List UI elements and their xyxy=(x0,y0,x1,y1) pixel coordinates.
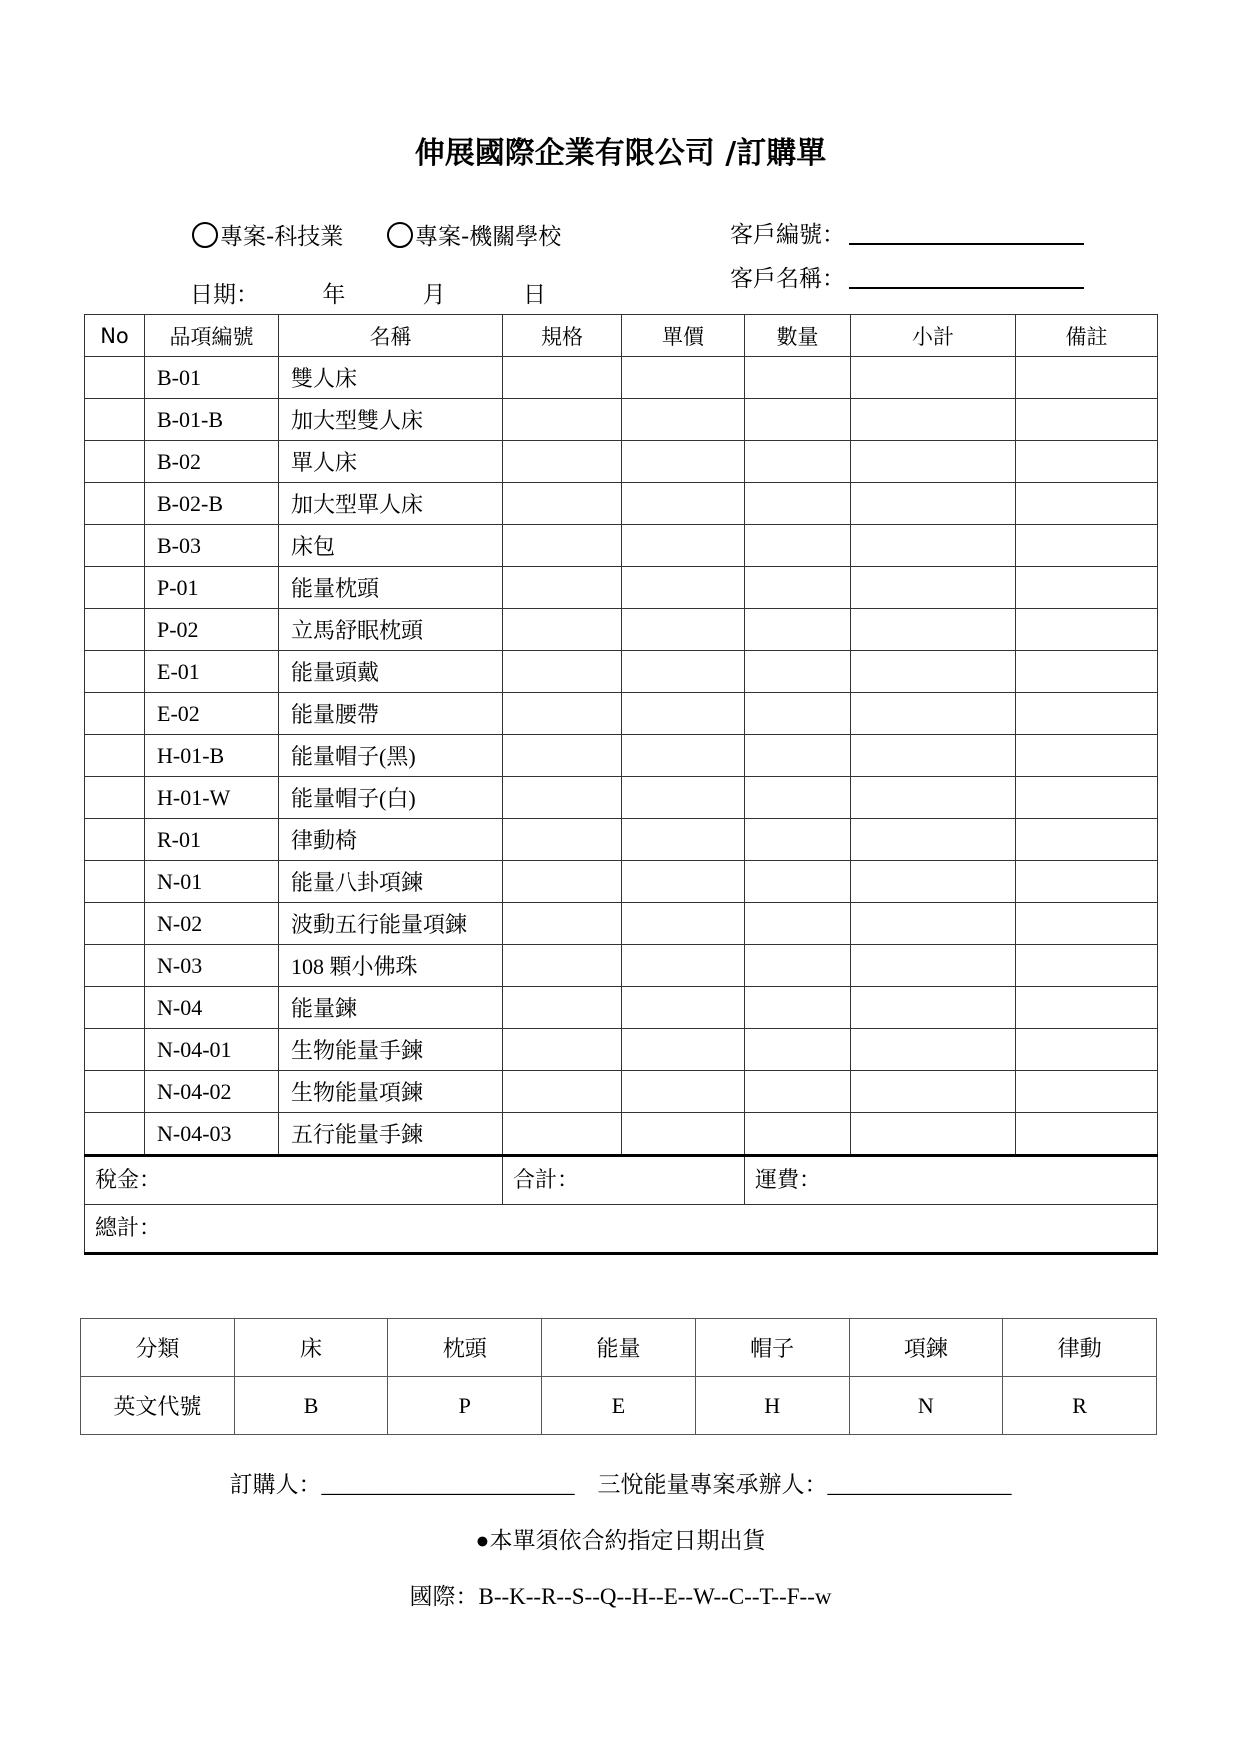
row-spec-cell[interactable] xyxy=(503,1071,622,1113)
code-cell: B xyxy=(234,1377,388,1435)
row-item-name: 能量枕頭 xyxy=(279,567,503,609)
customer-id-label: 客戶編號： xyxy=(730,222,845,248)
row-unit-price-cell[interactable] xyxy=(622,357,745,399)
order-row xyxy=(85,819,1158,861)
order-row xyxy=(85,441,1158,483)
option-label: 專案-機關學校 xyxy=(415,224,562,250)
row-subtotal-cell[interactable] xyxy=(851,1029,1016,1071)
row-no-cell[interactable] xyxy=(85,609,145,651)
row-item-code: B-01-B xyxy=(145,399,279,441)
radio-circle-icon[interactable] xyxy=(192,222,218,248)
row-no-cell[interactable] xyxy=(85,651,145,693)
row-remarks-cell[interactable] xyxy=(1016,1113,1158,1156)
row-no-cell[interactable] xyxy=(85,777,145,819)
row-remarks-cell[interactable] xyxy=(1016,945,1158,987)
category-code-row xyxy=(81,1377,1157,1435)
totals-row xyxy=(85,1156,1158,1205)
category-cell: 帽子 xyxy=(695,1319,849,1377)
date-month: 月 xyxy=(422,282,446,308)
order-row xyxy=(85,525,1158,567)
row-no-cell[interactable] xyxy=(85,399,145,441)
row-spec-cell[interactable] xyxy=(503,903,622,945)
grand-total-field[interactable]: 總計： xyxy=(85,1205,1158,1254)
row-quantity-cell[interactable] xyxy=(745,483,851,525)
row-remarks-cell[interactable] xyxy=(1016,441,1158,483)
date-label: 日期： xyxy=(190,282,259,308)
row-item-name: 律動椅 xyxy=(279,819,503,861)
row-subtotal-cell[interactable] xyxy=(851,693,1016,735)
row-spec-cell[interactable] xyxy=(503,693,622,735)
shipping-field[interactable]: 運費： xyxy=(745,1156,1158,1205)
row-unit-price-cell[interactable] xyxy=(622,651,745,693)
row-unit-price-cell[interactable] xyxy=(622,399,745,441)
order-row xyxy=(85,945,1158,987)
header-spec: 規格 xyxy=(503,315,622,357)
row-item-name: 五行能量手鍊 xyxy=(279,1113,503,1156)
row-remarks-cell[interactable] xyxy=(1016,987,1158,1029)
row-item-code: P-02 xyxy=(145,609,279,651)
category-cell: 床 xyxy=(234,1319,388,1377)
order-row xyxy=(85,987,1158,1029)
header-subtotal: 小計 xyxy=(851,315,1016,357)
row-quantity-cell[interactable] xyxy=(745,1113,851,1156)
order-row xyxy=(85,735,1158,777)
row-subtotal-cell[interactable] xyxy=(851,1071,1016,1113)
row-unit-price-cell[interactable] xyxy=(622,609,745,651)
tax-field[interactable]: 稅金： xyxy=(85,1156,503,1205)
option-label: 專案-科技業 xyxy=(220,224,344,250)
row-remarks-cell[interactable] xyxy=(1016,357,1158,399)
row-subtotal-cell[interactable] xyxy=(851,903,1016,945)
row-remarks-cell[interactable] xyxy=(1016,483,1158,525)
row-quantity-cell[interactable] xyxy=(745,441,851,483)
row-spec-cell[interactable] xyxy=(503,735,622,777)
row-subtotal-cell[interactable] xyxy=(851,735,1016,777)
row-item-name: 加大型雙人床 xyxy=(279,399,503,441)
row-spec-cell[interactable] xyxy=(503,945,622,987)
order-row xyxy=(85,1071,1158,1113)
order-table xyxy=(84,314,1158,1255)
header-no: No xyxy=(85,315,145,357)
date-day: 日 xyxy=(522,282,546,308)
row-item-code: B-02-B xyxy=(145,483,279,525)
row-unit-price-cell[interactable] xyxy=(622,903,745,945)
order-row xyxy=(85,399,1158,441)
row-remarks-cell[interactable] xyxy=(1016,903,1158,945)
order-row xyxy=(85,861,1158,903)
row-unit-price-cell[interactable] xyxy=(622,693,745,735)
row-item-name: 能量八卦項鍊 xyxy=(279,861,503,903)
row-remarks-cell[interactable] xyxy=(1016,735,1158,777)
row-remarks-cell[interactable] xyxy=(1016,525,1158,567)
row-subtotal-cell[interactable] xyxy=(851,399,1016,441)
row-remarks-cell[interactable] xyxy=(1016,693,1158,735)
row-item-name: 生物能量項鍊 xyxy=(279,1071,503,1113)
row-unit-price-cell[interactable] xyxy=(622,777,745,819)
row-quantity-cell[interactable] xyxy=(745,693,851,735)
row-item-name: 108 顆小佛珠 xyxy=(279,945,503,987)
row-item-code: N-04-01 xyxy=(145,1029,279,1071)
row-remarks-cell[interactable] xyxy=(1016,609,1158,651)
row-spec-cell[interactable] xyxy=(503,819,622,861)
row-item-code: H-01-W xyxy=(145,777,279,819)
category-cell: 項鍊 xyxy=(849,1319,1003,1377)
delivery-note: ●本單須依合約指定日期出貨 xyxy=(475,1528,766,1553)
row-no-cell[interactable] xyxy=(85,693,145,735)
row-spec-cell[interactable] xyxy=(503,609,622,651)
order-row xyxy=(85,609,1158,651)
row-subtotal-cell[interactable] xyxy=(851,819,1016,861)
header-remarks: 備註 xyxy=(1016,315,1158,357)
code-cell: 英文代號 xyxy=(81,1377,235,1435)
row-spec-cell[interactable] xyxy=(503,777,622,819)
row-subtotal-cell[interactable] xyxy=(851,777,1016,819)
row-item-name: 波動五行能量項鍊 xyxy=(279,903,503,945)
code-cell: R xyxy=(1003,1377,1157,1435)
row-quantity-cell[interactable] xyxy=(745,735,851,777)
row-quantity-cell[interactable] xyxy=(745,525,851,567)
row-quantity-cell[interactable] xyxy=(745,357,851,399)
row-item-name: 單人床 xyxy=(279,441,503,483)
category-table xyxy=(80,1318,1157,1435)
category-cell: 能量 xyxy=(542,1319,696,1377)
row-subtotal-cell[interactable] xyxy=(851,987,1016,1029)
order-row xyxy=(85,693,1158,735)
row-unit-price-cell[interactable] xyxy=(622,567,745,609)
row-no-cell[interactable] xyxy=(85,441,145,483)
row-remarks-cell[interactable] xyxy=(1016,651,1158,693)
row-item-name: 能量頭戴 xyxy=(279,651,503,693)
international-codes: 國際：B--K--R--S--Q--H--E--W--C--T--F--w xyxy=(409,1584,832,1609)
row-item-code: B-01 xyxy=(145,357,279,399)
row-remarks-cell[interactable] xyxy=(1016,819,1158,861)
row-unit-price-cell[interactable] xyxy=(622,861,745,903)
row-quantity-cell[interactable] xyxy=(745,945,851,987)
row-remarks-cell[interactable] xyxy=(1016,777,1158,819)
row-item-name: 能量鍊 xyxy=(279,987,503,1029)
code-cell: E xyxy=(542,1377,696,1435)
row-remarks-cell[interactable] xyxy=(1016,1029,1158,1071)
row-item-name: 能量腰帶 xyxy=(279,693,503,735)
row-unit-price-cell[interactable] xyxy=(622,1071,745,1113)
row-quantity-cell[interactable] xyxy=(745,777,851,819)
row-quantity-cell[interactable] xyxy=(745,567,851,609)
page-title: 伸展國際企業有限公司 /訂購單 xyxy=(414,136,827,171)
row-item-code: P-01 xyxy=(145,567,279,609)
row-subtotal-cell[interactable] xyxy=(851,441,1016,483)
date-row[interactable] xyxy=(190,276,546,309)
row-spec-cell[interactable] xyxy=(503,651,622,693)
grand-total-row xyxy=(85,1205,1158,1254)
row-item-code: N-02 xyxy=(145,903,279,945)
customer-id-field[interactable] xyxy=(730,216,1084,249)
header-item-code: 品項編號 xyxy=(145,315,279,357)
signature-line[interactable]: 訂購人：______________________ 三悅能量專案承辦人：________________ xyxy=(229,1472,1012,1497)
row-subtotal-cell[interactable] xyxy=(851,945,1016,987)
order-row xyxy=(85,1113,1158,1156)
header-quantity: 數量 xyxy=(745,315,851,357)
option-tech-industry[interactable] xyxy=(192,218,343,251)
category-cell: 律動 xyxy=(1003,1319,1157,1377)
row-spec-cell[interactable] xyxy=(503,1113,622,1156)
row-no-cell[interactable] xyxy=(85,819,145,861)
row-quantity-cell[interactable] xyxy=(745,1071,851,1113)
row-no-cell[interactable] xyxy=(85,903,145,945)
row-spec-cell[interactable] xyxy=(503,525,622,567)
row-no-cell[interactable] xyxy=(85,1113,145,1156)
row-no-cell[interactable] xyxy=(85,483,145,525)
row-spec-cell[interactable] xyxy=(503,483,622,525)
row-item-name: 雙人床 xyxy=(279,357,503,399)
category-cell: 分類 xyxy=(81,1319,235,1377)
order-row xyxy=(85,777,1158,819)
row-quantity-cell[interactable] xyxy=(745,1029,851,1071)
row-no-cell[interactable] xyxy=(85,861,145,903)
row-quantity-cell[interactable] xyxy=(745,609,851,651)
row-item-code: B-03 xyxy=(145,525,279,567)
order-header-row xyxy=(85,315,1158,357)
row-quantity-cell[interactable] xyxy=(745,861,851,903)
row-remarks-cell[interactable] xyxy=(1016,861,1158,903)
category-cell: 枕頭 xyxy=(388,1319,542,1377)
row-quantity-cell[interactable] xyxy=(745,399,851,441)
date-year: 年 xyxy=(322,282,346,308)
row-unit-price-cell[interactable] xyxy=(622,483,745,525)
row-no-cell[interactable] xyxy=(85,567,145,609)
row-no-cell[interactable] xyxy=(85,357,145,399)
row-item-name: 能量帽子(黑) xyxy=(279,735,503,777)
order-row xyxy=(85,1029,1158,1071)
row-item-name: 床包 xyxy=(279,525,503,567)
row-spec-cell[interactable] xyxy=(503,861,622,903)
row-unit-price-cell[interactable] xyxy=(622,735,745,777)
row-remarks-cell[interactable] xyxy=(1016,1071,1158,1113)
order-row xyxy=(85,651,1158,693)
row-unit-price-cell[interactable] xyxy=(622,1029,745,1071)
row-subtotal-cell[interactable] xyxy=(851,567,1016,609)
row-quantity-cell[interactable] xyxy=(745,987,851,1029)
radio-circle-icon[interactable] xyxy=(387,222,413,248)
row-item-code: N-04-03 xyxy=(145,1113,279,1156)
order-row xyxy=(85,357,1158,399)
row-remarks-cell[interactable] xyxy=(1016,399,1158,441)
order-row xyxy=(85,903,1158,945)
row-item-code: N-04 xyxy=(145,987,279,1029)
row-spec-cell[interactable] xyxy=(503,987,622,1029)
customer-name-label: 客戶名稱： xyxy=(730,266,845,292)
category-header-row xyxy=(81,1319,1157,1377)
row-item-code: H-01-B xyxy=(145,735,279,777)
row-no-cell[interactable] xyxy=(85,735,145,777)
customer-name-line[interactable] xyxy=(849,287,1084,289)
row-unit-price-cell[interactable] xyxy=(622,525,745,567)
row-spec-cell[interactable] xyxy=(503,441,622,483)
row-unit-price-cell[interactable] xyxy=(622,987,745,1029)
code-cell: P xyxy=(388,1377,542,1435)
order-row xyxy=(85,567,1158,609)
row-spec-cell[interactable] xyxy=(503,357,622,399)
row-item-code: B-02 xyxy=(145,441,279,483)
customer-id-line[interactable] xyxy=(849,243,1084,245)
row-item-name: 加大型單人床 xyxy=(279,483,503,525)
row-no-cell[interactable] xyxy=(85,525,145,567)
row-unit-price-cell[interactable] xyxy=(622,1113,745,1156)
row-unit-price-cell[interactable] xyxy=(622,819,745,861)
row-item-name: 生物能量手鍊 xyxy=(279,1029,503,1071)
sum-field[interactable]: 合計： xyxy=(503,1156,745,1205)
row-spec-cell[interactable] xyxy=(503,399,622,441)
row-quantity-cell[interactable] xyxy=(745,903,851,945)
customer-name-field[interactable] xyxy=(730,260,1084,293)
row-no-cell[interactable] xyxy=(85,945,145,987)
row-subtotal-cell[interactable] xyxy=(851,609,1016,651)
option-school-agency[interactable] xyxy=(387,218,561,251)
row-spec-cell[interactable] xyxy=(503,567,622,609)
row-remarks-cell[interactable] xyxy=(1016,567,1158,609)
row-subtotal-cell[interactable] xyxy=(851,651,1016,693)
row-subtotal-cell[interactable] xyxy=(851,1113,1016,1156)
row-subtotal-cell[interactable] xyxy=(851,861,1016,903)
row-unit-price-cell[interactable] xyxy=(622,441,745,483)
row-unit-price-cell[interactable] xyxy=(622,945,745,987)
row-no-cell[interactable] xyxy=(85,1029,145,1071)
row-item-code: R-01 xyxy=(145,819,279,861)
row-subtotal-cell[interactable] xyxy=(851,357,1016,399)
order-row xyxy=(85,483,1158,525)
row-subtotal-cell[interactable] xyxy=(851,483,1016,525)
header-name: 名稱 xyxy=(279,315,503,357)
code-cell: H xyxy=(695,1377,849,1435)
row-item-code: N-04-02 xyxy=(145,1071,279,1113)
row-quantity-cell[interactable] xyxy=(745,651,851,693)
row-no-cell[interactable] xyxy=(85,987,145,1029)
row-quantity-cell[interactable] xyxy=(745,819,851,861)
row-spec-cell[interactable] xyxy=(503,1029,622,1071)
row-subtotal-cell[interactable] xyxy=(851,525,1016,567)
row-item-name: 能量帽子(白) xyxy=(279,777,503,819)
row-item-name: 立馬舒眠枕頭 xyxy=(279,609,503,651)
row-item-code: N-03 xyxy=(145,945,279,987)
row-item-code: N-01 xyxy=(145,861,279,903)
row-item-code: E-01 xyxy=(145,651,279,693)
row-item-code: E-02 xyxy=(145,693,279,735)
code-cell: N xyxy=(849,1377,1003,1435)
header-unit-price: 單價 xyxy=(622,315,745,357)
row-no-cell[interactable] xyxy=(85,1071,145,1113)
